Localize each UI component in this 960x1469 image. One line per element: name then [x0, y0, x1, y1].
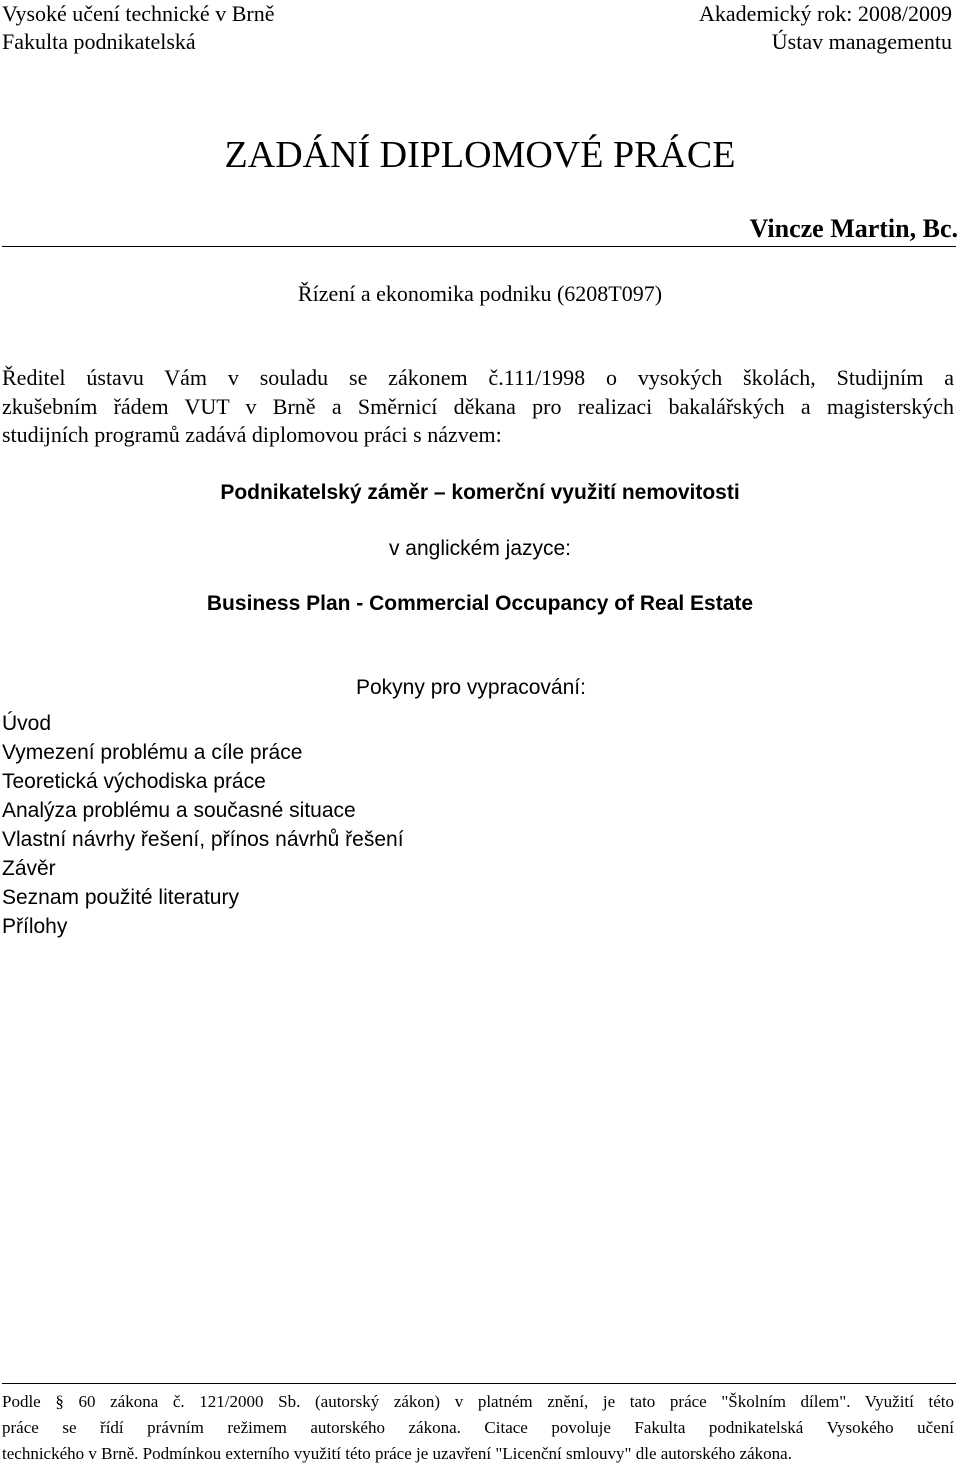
english-language-label: v anglickém jazyce:: [388, 537, 572, 560]
academic-year: Akademický rok: 2008/2009: [699, 1, 952, 26]
header-divider: [2, 246, 956, 247]
thesis-title-czech: Podnikatelský záměr – komerční využití nemovitosti: [220, 481, 740, 504]
study-program: Řízení a ekonomika podniku (6208T097): [297, 281, 663, 306]
footer-line: Podle § 60 zákona č. 121/2000 Sb. (autorský zákon) v platném znění, je tato práce "Školním dílem". Využití této: [2, 1392, 954, 1411]
outline-item: Závěr: [2, 857, 56, 880]
intro-line: studijních programů zadává diplomovou práci s názvem:: [2, 422, 502, 447]
outline-item: Vymezení problému a cíle práce: [2, 741, 303, 764]
intro-line: zkušebním řádem VUT v Brně a Směrnicí děkana pro realizaci bakalářských a magisterských: [2, 393, 954, 419]
institute-name: Ústav managementu: [771, 29, 952, 54]
instructions-heading: Pokyny pro vypracování:: [356, 676, 586, 699]
intro-line: Ředitel ústavu Vám v souladu se zákonem č.111/1998 o vysokých školách, Studijním a: [2, 365, 954, 390]
outline-item: Teoretická východiska práce: [2, 770, 266, 793]
thesis-outline: [2, 709, 404, 941]
outline-item: Seznam použité literatury: [2, 886, 239, 909]
thesis-title-english: Business Plan - Commercial Occupancy of Real Estate: [206, 592, 754, 615]
university-name: Vysoké učení technické v Brně: [2, 1, 275, 26]
footer-line: technického v Brně. Podmínkou externího využití této práce je uzavření "Licenční smlouvy" dle autorského zákona.: [2, 1444, 792, 1463]
faculty-name: Fakulta podnikatelská: [2, 29, 196, 54]
footer-line: práce se řídí právním režimem autorského zákona. Citace povoluje Fakulta podnikatelská Vysokého učení: [2, 1418, 954, 1437]
outline-item: Úvod: [2, 712, 52, 735]
outline-item: Přílohy: [2, 915, 68, 938]
copyright-notice: [2, 1389, 954, 1467]
outline-item: Analýza problému a současné situace: [2, 799, 356, 822]
document-title: ZADÁNÍ DIPLOMOVÉ PRÁCE: [224, 134, 736, 176]
outline-item: Vlastní návrhy řešení, přínos návrhů řešení: [2, 828, 404, 851]
intro-paragraph: [2, 364, 954, 450]
footer-divider: [2, 1383, 956, 1384]
student-name: Vincze Martin, Bc.: [749, 214, 958, 243]
